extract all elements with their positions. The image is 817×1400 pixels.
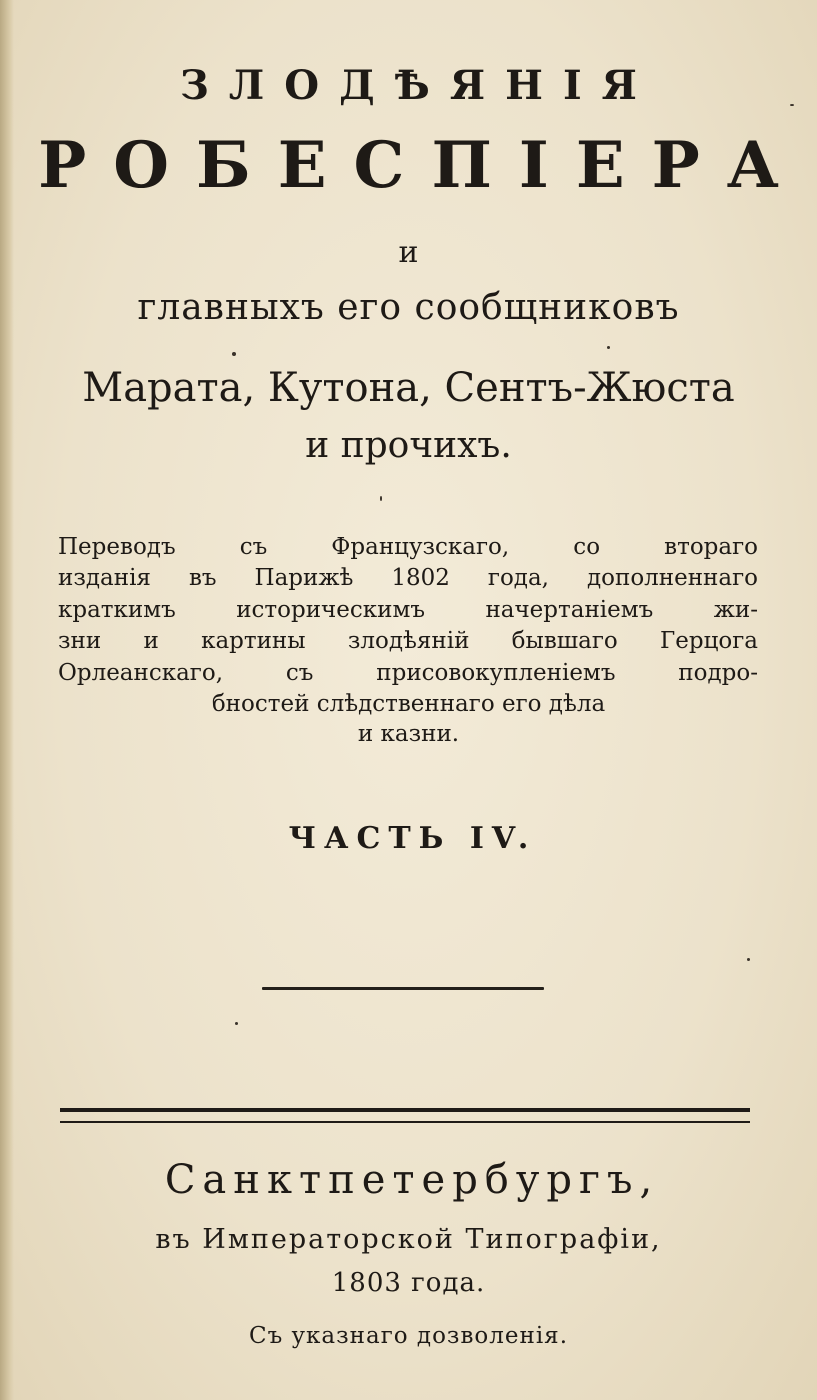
imprint-year: 1803 года. (331, 1268, 486, 1298)
description-line: краткимъ историческимъ начертаніемъ жи- (58, 597, 758, 623)
imprint-permission: Съ указнаго дозволенія. (248, 1323, 569, 1349)
description-line: Переводъ съ Французскаго, со втораго (58, 534, 758, 560)
description-last-line: и казни. (357, 721, 460, 747)
title-line-1: ЗЛОДѢЯНІЯ (180, 62, 657, 109)
part-number: ЧАСТЬ IV. (288, 821, 537, 856)
paper-speck (232, 352, 236, 356)
subtitle-line-3: и прочихъ. (305, 425, 512, 466)
imprint-city: Санктпетербургъ, (164, 1157, 660, 1203)
description-line: Орлеанскаго, съ присовокупленіемъ подро- (58, 660, 758, 686)
subtitle-line-1: главныхъ его сообщниковъ (137, 287, 680, 328)
paper-speck (747, 958, 750, 961)
paper-speck (380, 496, 382, 501)
description-line: изданія въ Парижѣ 1802 года, дополненнаго (58, 565, 758, 591)
subtitle-line-2: Марата, Кутона, Сентъ-Жюста (82, 365, 735, 411)
subtitle-conjunction: и (398, 235, 419, 270)
title-line-2: РОБЕСПІЕРА (38, 128, 806, 203)
double-rule-thin (60, 1121, 750, 1123)
paper-speck (790, 104, 794, 106)
description-line: зни и картины злодѣяній бывшаго Герцога (58, 628, 758, 654)
double-rule-thick (60, 1108, 750, 1112)
ornamental-rule (262, 987, 544, 990)
description-line: бностей слѣдственнаго его дѣла (211, 691, 606, 717)
paper-speck (607, 346, 610, 349)
paper-speck (235, 1022, 238, 1025)
imprint-printer: въ Императорской Типографіи, (155, 1224, 662, 1255)
